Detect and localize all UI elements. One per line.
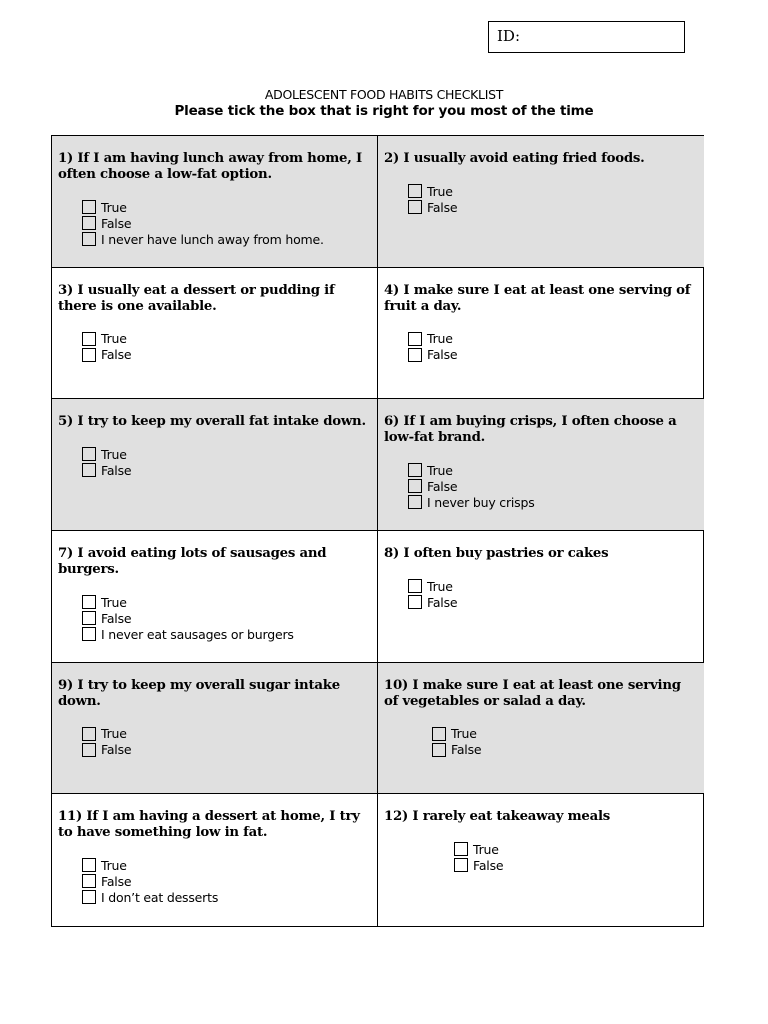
option-label: True (101, 331, 127, 347)
question-text: 10) I make sure I eat at least one serving of vegetables or salad a day. (384, 677, 681, 709)
checkbox[interactable] (408, 200, 422, 214)
option-label: True (101, 726, 127, 742)
checkbox[interactable] (82, 858, 96, 872)
checkbox[interactable] (408, 595, 422, 609)
option-row (408, 183, 698, 199)
option-label: False (101, 462, 132, 478)
option-row (408, 462, 698, 478)
checkbox[interactable] (82, 627, 96, 641)
checkbox[interactable] (432, 727, 446, 741)
option-row (82, 462, 371, 478)
checkbox[interactable] (82, 874, 96, 888)
options-list (384, 578, 698, 610)
option-row (408, 347, 698, 363)
options-list (58, 857, 371, 905)
checkbox[interactable] (408, 479, 422, 493)
question-text: 6) If I am buying crisps, I often choose a low-fat brand. (384, 414, 677, 446)
option-label: True (101, 446, 127, 462)
checkbox[interactable] (82, 348, 96, 362)
instructions: Please tick the box that is right for you most of the time (174, 103, 594, 119)
option-label: False (427, 478, 458, 494)
checkbox[interactable] (82, 232, 96, 246)
option-row (82, 347, 371, 363)
option-label: False (101, 347, 132, 363)
option-row (82, 742, 371, 758)
checkbox[interactable] (454, 858, 468, 872)
option-row (82, 231, 371, 247)
checklist-grid (51, 135, 704, 927)
option-label: I never have lunch away from home. (101, 231, 324, 247)
question-cell-8 (378, 531, 704, 663)
option-row (82, 215, 371, 231)
option-label: False (101, 215, 132, 231)
option-label: False (101, 742, 132, 758)
option-label: True (101, 857, 127, 873)
question-cell-12 (378, 794, 704, 926)
question-text: 7) I avoid eating lots of sausages and burgers. (58, 546, 327, 577)
option-row (82, 594, 371, 610)
option-label: False (451, 742, 482, 758)
question-text: 11) If I am having a dessert at home, I try to have something low in fat. (58, 809, 360, 841)
option-row (432, 726, 698, 742)
question-cell-3 (52, 268, 378, 400)
option-row (82, 446, 371, 462)
options-list (58, 331, 371, 363)
option-label: False (101, 873, 132, 889)
checkbox[interactable] (408, 495, 422, 509)
id-label: ID: (497, 27, 521, 45)
checkbox[interactable] (454, 842, 468, 856)
option-label: I never buy crisps (427, 494, 535, 510)
option-label: False (427, 347, 458, 363)
options-list (58, 726, 371, 758)
option-label: True (427, 183, 453, 199)
option-row (82, 199, 371, 215)
option-row (408, 594, 698, 610)
option-label: True (473, 841, 499, 857)
question-cell-7 (52, 531, 378, 663)
option-row (82, 857, 371, 873)
option-label: True (101, 199, 127, 215)
options-list (384, 841, 698, 873)
option-row (408, 331, 698, 347)
id-field[interactable] (488, 21, 685, 53)
options-list (58, 199, 371, 247)
checkbox[interactable] (82, 216, 96, 230)
question-cell-1 (52, 136, 378, 268)
option-row (408, 494, 698, 510)
option-row (82, 626, 371, 642)
checkbox[interactable] (408, 579, 422, 593)
checkbox[interactable] (82, 727, 96, 741)
checkbox[interactable] (82, 200, 96, 214)
options-list (384, 462, 698, 510)
checkbox[interactable] (82, 463, 96, 477)
option-label: I don’t eat desserts (101, 889, 219, 905)
question-text: 3) I usually eat a dessert or pudding if there is one available. (58, 282, 335, 314)
option-row (432, 742, 698, 758)
question-cell-10 (378, 663, 704, 795)
question-cell-11 (52, 794, 378, 926)
option-row (408, 578, 698, 594)
option-label: False (101, 610, 132, 626)
question-text: 2) I usually avoid eating fried foods. (384, 151, 645, 166)
question-text: 1) If I am having lunch away from home, I often choose a low-fat option. (58, 151, 362, 182)
option-label: False (427, 594, 458, 610)
options-list (384, 331, 698, 363)
option-label: True (427, 331, 453, 347)
option-row (454, 841, 698, 857)
option-row (82, 331, 371, 347)
options-list (58, 594, 371, 642)
checkbox[interactable] (82, 447, 96, 461)
option-label: I never eat sausages or burgers (101, 626, 294, 642)
option-label: True (101, 594, 127, 610)
options-list (384, 726, 698, 758)
option-row (82, 873, 371, 889)
option-label: False (427, 199, 458, 215)
checkbox[interactable] (408, 348, 422, 362)
options-list (58, 446, 371, 478)
option-row (454, 857, 698, 873)
option-row (82, 610, 371, 626)
checkbox[interactable] (82, 332, 96, 346)
question-text: 5) I try to keep my overall fat intake down. (58, 414, 366, 430)
question-cell-5 (52, 399, 378, 531)
question-cell-9 (52, 663, 378, 795)
option-label: False (473, 857, 504, 873)
question-cell-6 (378, 399, 704, 531)
question-text: 9) I try to keep my overall sugar intake down. (58, 677, 340, 709)
checkbox[interactable] (408, 184, 422, 198)
checkbox[interactable] (408, 463, 422, 477)
page-title: ADOLESCENT FOOD HABITS CHECKLIST (264, 87, 504, 102)
checkbox[interactable] (82, 611, 96, 625)
question-cell-2 (378, 136, 704, 268)
checkbox[interactable] (408, 332, 422, 346)
option-row (82, 726, 371, 742)
option-row (82, 889, 371, 905)
option-label: True (427, 578, 453, 594)
checkbox[interactable] (82, 743, 96, 757)
question-text: 4) I make sure I eat at least one serving of fruit a day. (384, 282, 691, 314)
option-label: True (427, 462, 453, 478)
checkbox[interactable] (82, 890, 96, 904)
option-row (408, 478, 698, 494)
checkbox[interactable] (432, 743, 446, 757)
question-cell-4 (378, 268, 704, 400)
checkbox[interactable] (82, 595, 96, 609)
option-label: True (451, 726, 477, 742)
option-row (408, 199, 698, 215)
options-list (384, 183, 698, 215)
question-text: 8) I often buy pastries or cakes (384, 546, 609, 561)
question-text: 12) I rarely eat takeaway meals (384, 809, 611, 825)
